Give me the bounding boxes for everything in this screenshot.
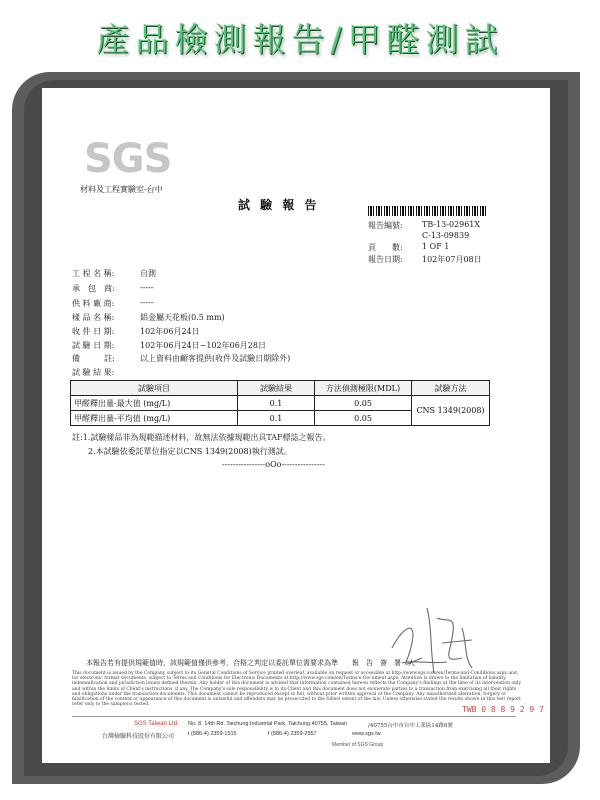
field-label-sample: 樣 品 名 稱:	[72, 313, 115, 322]
field-value-project: 自測	[140, 269, 156, 278]
row-result: 0.1	[238, 396, 315, 411]
pages-label: 頁 數:	[368, 243, 403, 252]
report-no-label: 報告編號:	[368, 221, 403, 230]
report-date-value: 102年07月08日	[422, 255, 482, 264]
results-table	[70, 380, 490, 426]
footer-fax: f (886-4) 2359-2557	[268, 731, 317, 737]
footer-web: www.sgs.tw	[352, 731, 381, 737]
report-title: 試 驗 報 告	[238, 198, 320, 212]
end-mark: ----------------oOo----------------	[222, 460, 325, 469]
field-label-supplier: 供 料 廠 商:	[72, 299, 115, 308]
field-label-contractor: 承 包 商:	[72, 284, 115, 293]
pages-value: 1 OF 1	[422, 242, 450, 251]
row-item: 甲醛釋出量-最大值 (mg/L)	[71, 396, 238, 411]
sgs-logo-text: SGS	[84, 136, 172, 182]
footer-divider	[72, 716, 516, 717]
row-method: CNS 1349(2008)	[412, 396, 490, 426]
header-mdl: 方法偵測極限(MDL)	[315, 381, 412, 396]
field-label-project: 工 程 名 稱:	[72, 269, 115, 278]
field-value-supplier: -----	[140, 298, 154, 307]
report-document	[42, 88, 550, 763]
footer-company-en: SGS Taiwan Ltd.	[134, 721, 179, 727]
results-label: 試 驗 結 果:	[72, 368, 115, 377]
footer-tel: t (886-4) 2359-1515	[188, 731, 237, 737]
header-result: 試驗結果	[238, 381, 315, 396]
field-label-remark: 備 註:	[72, 354, 115, 363]
serial-number: TWB 0 8 8 9 2 9 7	[462, 705, 544, 714]
footer-address-zh: /40755台中市台中工業區14路8號	[368, 723, 453, 729]
sgs-logo	[84, 136, 171, 182]
barcode	[368, 206, 486, 216]
note-2: 2.本試驗依委託單位指定以CNS 1349(2008)執行測試。	[88, 447, 292, 456]
row-mdl: 0.05	[315, 411, 412, 426]
row-result: 0.1	[238, 411, 315, 426]
note-1: 註:1.試驗樣品非為規範描述材料，故無法依據規範出具TAF標誌之報告。	[72, 433, 331, 442]
header-method: 試驗方法	[412, 381, 490, 396]
footer-member: Member of SGS Group	[332, 742, 384, 748]
field-label-test-date: 試 驗 日 期:	[72, 341, 115, 350]
report-no-1: TB-13-02961X	[422, 220, 481, 229]
report-date-label: 報告日期:	[368, 255, 403, 264]
footer-company-zh: 台灣檢驗科技股份有限公司	[102, 733, 175, 740]
field-label-received: 收 件 日 期:	[72, 327, 115, 336]
row-item: 甲醛釋出量-平均值 (mg/L)	[71, 411, 238, 426]
footer-address-en: No. 8, 14th Rd. Taichung Industrial Park, Taichung 40755, Taiwan	[188, 721, 347, 727]
row-mdl: 0.05	[315, 396, 412, 411]
signatory-line: 本報告若有提供規範值時，該規範值僅供參考，合格之判定以委託單位需要求為準 報 告 簽 署 人	[86, 659, 415, 667]
disclaimer: This document is issued by the Company subject to its General Conditions of Service printed overleaf, available on request or accessible at http://www.sgs.com/en/Terms-and-Conditions.aspx and, for electronic format documents, subject to Terms and Conditions for Electronic Documents at http://www.sgs.com/en/Terms-e-Document.aspx. Attention is drawn to the limitation of liability, indemnification and jurisdiction issues defined therein. Any holder of this document is advised that information contained hereon reflects the Company's findings at the time of its intervention only and within the limits of Client's instructions, if any. The Company's sole responsibility is to its Client and this document does not exonerate parties to a transaction from exercising all their rights and obligations under the transaction documents. This document cannot be reproduced except in full, without prior written approval of the Company. Any unauthorized alteration, forgery or falsification of the content or appearance of this document is unlawful and offenders may be prosecuted to the fullest extent of the law. Unless otherwise stated the results shown in this test report refer only to the sample(s) tested.	[72, 671, 522, 708]
field-value-test-date: 102年06月24日~102年06月28日	[140, 341, 266, 350]
banner-title: 產品檢測報告/甲醛測試	[96, 20, 504, 59]
field-value-remark: 以上資料由顧客提供(收件及試驗日期除外)	[140, 354, 291, 363]
header-item: 試驗項目	[71, 381, 238, 396]
report-no-2: C-13-09839	[422, 231, 470, 240]
field-value-sample: 鋁金屬天花板(0.5 mm)	[140, 313, 225, 322]
lab-name: 材料及工程實驗室-台中	[80, 185, 163, 194]
table-row	[71, 396, 490, 411]
field-value-contractor: -----	[140, 283, 154, 292]
table-header-row	[71, 381, 490, 396]
field-value-received: 102年06月24日	[140, 327, 200, 336]
